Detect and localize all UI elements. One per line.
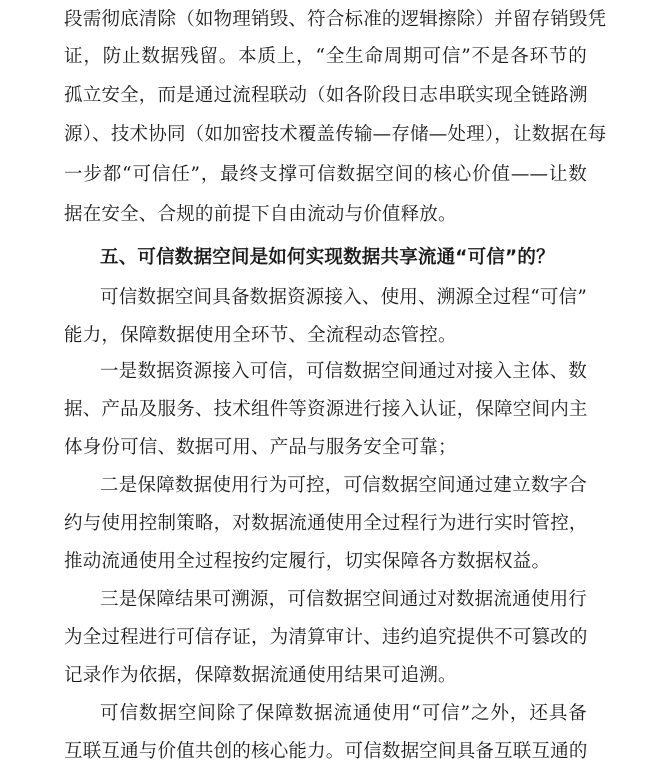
paragraph-line: 一步都“可信任”，最终支撑可信数据空间的核心价值——让数 [64,164,587,185]
paragraph-line: 证，防止数据残留。本质上，“全生命周期可信”不是各环节的 [64,46,587,67]
paragraph-line: 推动流通使用全过程按约定履行，切实保障各方数据权益。 [64,551,551,572]
paragraph-line: 二是保障数据使用行为可控，可信数据空间通过建立数字合 [100,475,587,496]
paragraph-line: 能力，保障数据使用全环节、全流程动态管控。 [64,325,457,346]
paragraph-line: 约与使用控制策略，对数据流通使用全过程行为进行实时管控， [64,513,588,534]
paragraph-line: 为全过程进行可信存证，为清算审计、违约追究提供不可篡改的 [64,627,588,648]
section-heading: 五、可信数据空间是如何实现数据共享流通“可信”的？ [100,247,555,268]
paragraph-line: 源）、技术协同（如加密技术覆盖传输—存储—处理），让数据在每 [64,124,607,145]
paragraph-line: 三是保障结果可溯源，可信数据空间通过对数据流通使用行 [100,589,587,610]
paragraph-line: 段需彻底清除（如物理销毁、符合标准的逻辑擦除）并留存销毁凭 [64,9,607,30]
paragraph-line: 可信数据空间除了保障数据流通使用“可信”之外，还具备 [100,703,587,724]
paragraph-line: 记录作为依据，保障数据流通使用结果可追溯。 [64,665,457,686]
paragraph-line: 据在安全、合规的前提下自由流动与价值释放。 [64,204,457,225]
paragraph-line: 互联互通与价值共创的核心能力。可信数据空间具备互联互通的 [64,741,588,762]
paragraph-line: 体身份可信、数据可用、产品与服务安全可靠； [64,437,457,458]
paragraph-line: 一是数据资源接入可信，可信数据空间通过对接入主体、数 [100,361,587,382]
paragraph-line: 孤立安全，而是通过流程联动（如各阶段日志串联实现全链路溯 [64,85,588,106]
paragraph-line: 可信数据空间具备数据资源接入、使用、溯源全过程“可信” [100,287,587,308]
paragraph-line: 据、产品及服务、技术组件等资源进行接入认证，保障空间内主 [64,399,588,420]
